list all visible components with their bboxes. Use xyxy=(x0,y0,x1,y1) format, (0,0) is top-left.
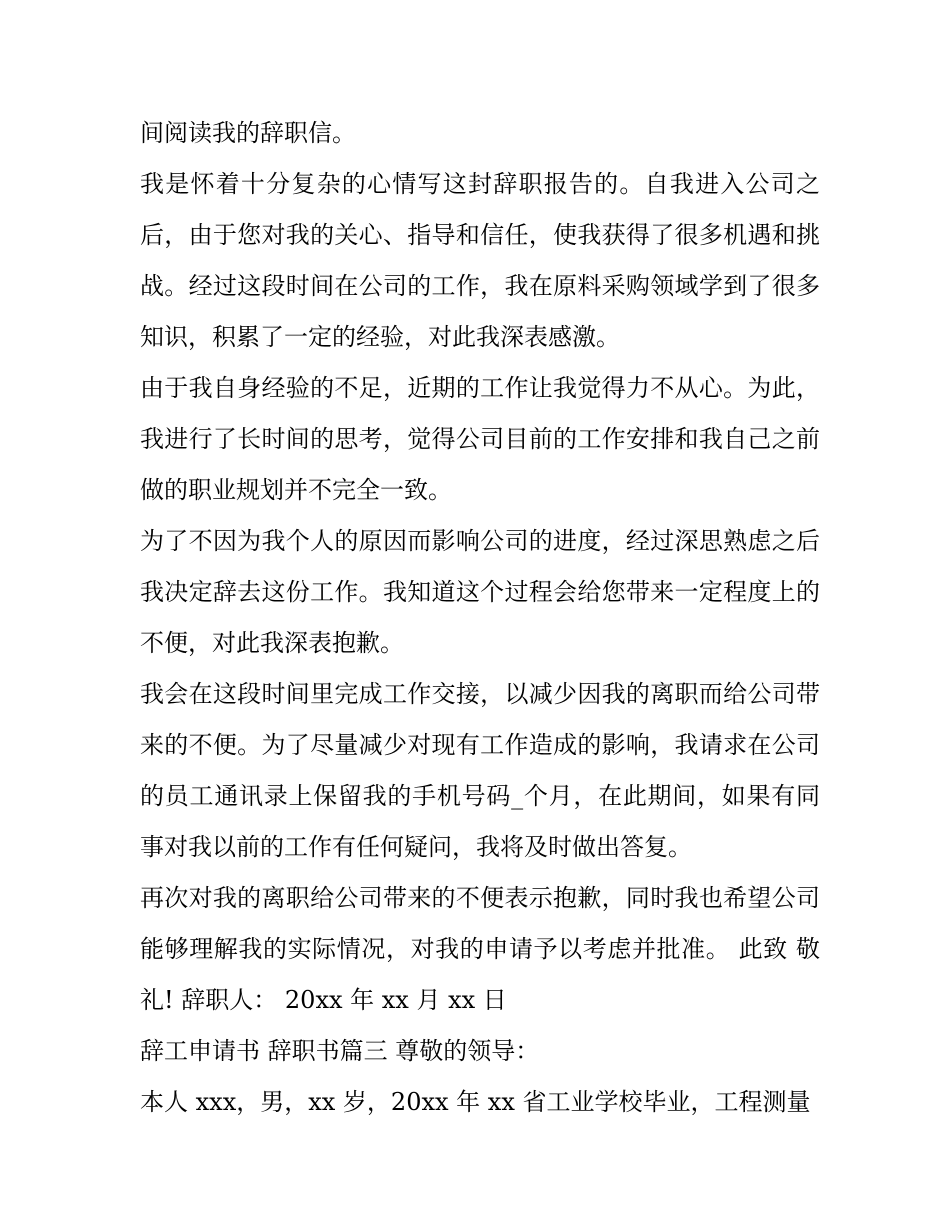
paragraph-8: 本人 xxx，男，xx 岁，20xx 年 xx 省工业学校毕业，工程测量 xyxy=(140,1088,811,1116)
paragraph-6: 再次对我的离职给公司带来的不便表示抱歉，同时我也希望公司能够理解我的实际情况，对我的申请予以考虑并批准。 此致 敬礼! 辞职人： 20xx 年 xx 月 xx 日 xyxy=(140,884,820,1014)
paragraph-5: 我会在这段时间里完成工作交接，以减少因我的离职而给公司带来的不便。为了尽量减少对现有工作造成的影响，我请求在公司的员工通讯录上保留我的手机号码_个月，在此期间，如果有同事对我以前的工作有任何疑问，我将及时做出答复。 xyxy=(140,680,820,861)
paragraph-2: 我是怀着十分复杂的心情写这封辞职报告的。自我进入公司之后，由于您对我的关心、指导和信任，使我获得了很多机遇和挑战。经过这段时间在公司的工作，我在原料采购领域学到了很多知识，积累了一定的经验，对此我深表感激。 xyxy=(140,170,820,351)
paragraph-1: 间阅读我的辞职信。 xyxy=(140,119,356,147)
letter-body xyxy=(140,108,820,1128)
paragraph-3: 由于我自身经验的不足，近期的工作让我觉得力不从心。为此，我进行了长时间的思考，觉得公司目前的工作安排和我自己之前做的职业规划并不完全一致。 xyxy=(140,374,820,504)
section-heading: 辞工申请书 辞职书篇三 尊敬的领导： xyxy=(140,1037,540,1065)
paragraph-4: 为了不因为我个人的原因而影响公司的进度，经过深思熟虑之后我决定辞去这份工作。我知道这个过程会给您带来一定程度上的不便，对此我深表抱歉。 xyxy=(140,527,820,657)
